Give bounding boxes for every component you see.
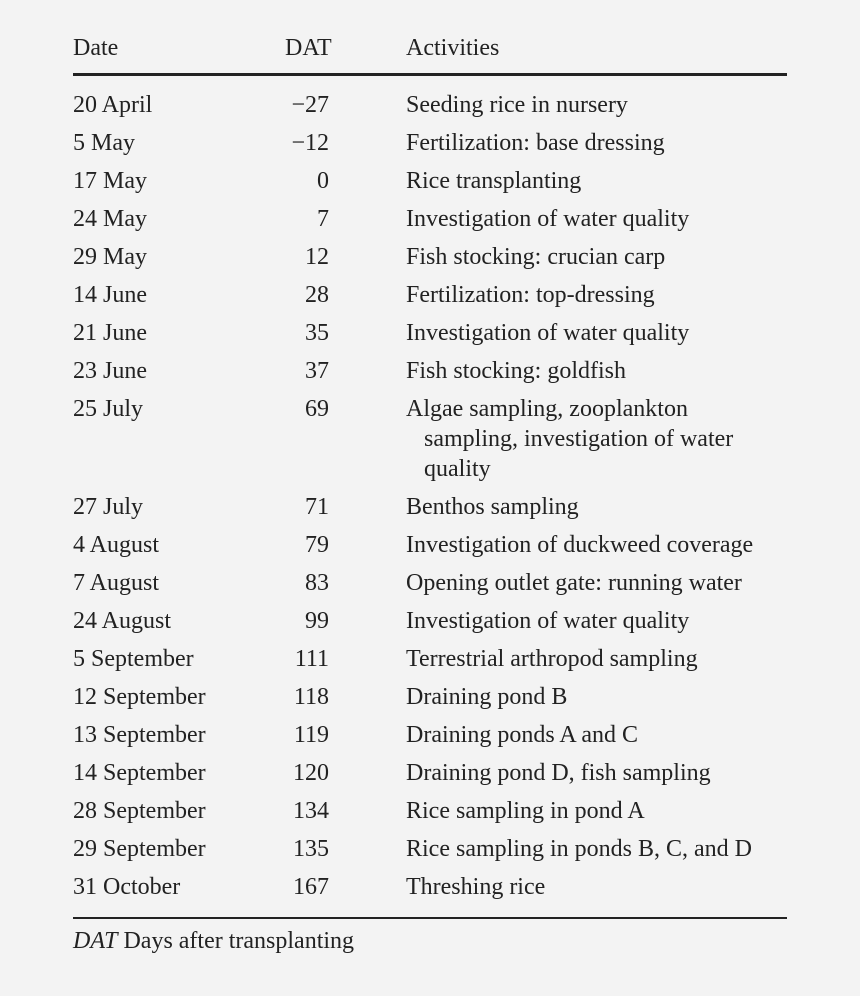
- header-dat: DAT: [285, 35, 332, 61]
- activity-line: Draining pond B: [406, 684, 568, 710]
- cell-dat: 69: [305, 396, 329, 422]
- activity-line: Benthos sampling: [406, 494, 579, 520]
- table-row: [73, 568, 787, 606]
- cell-date: 24 May: [73, 206, 147, 232]
- header-activities: Activities: [406, 35, 500, 61]
- cell-dat: 119: [293, 722, 329, 748]
- cell-activity: [406, 720, 787, 750]
- cell-dat: 79: [305, 532, 329, 558]
- table-row: [73, 280, 787, 318]
- cell-activity: [406, 242, 787, 272]
- activity-line: Rice sampling in pond A: [406, 798, 645, 824]
- table-row: [73, 796, 787, 834]
- table-row: [73, 356, 787, 394]
- cell-activity: [406, 394, 787, 484]
- table-row: [73, 720, 787, 758]
- cell-date: 20 April: [73, 92, 153, 118]
- table-row: [73, 242, 787, 280]
- table-row: [73, 394, 787, 492]
- activity-line: Rice sampling in ponds B, C, and D: [406, 836, 752, 862]
- activity-line: Fertilization: top-dressing: [406, 282, 655, 308]
- table-row: [73, 834, 787, 872]
- cell-date: 23 June: [73, 358, 147, 384]
- cell-dat: 118: [293, 684, 329, 710]
- footnote-text: Days after transplanting: [117, 928, 355, 954]
- cell-date: 25 July: [73, 396, 144, 422]
- activity-line: Investigation of duckweed coverage: [406, 532, 754, 558]
- header-date: Date: [73, 35, 119, 61]
- cell-dat: 12: [305, 244, 329, 270]
- activity-line: Investigation of water quality: [406, 608, 690, 634]
- activity-line: sampling, investigation of water: [424, 426, 734, 452]
- cell-activity: [406, 796, 787, 826]
- table-row: [73, 128, 787, 166]
- activity-line: Fertilization: base dressing: [406, 130, 665, 156]
- cell-activity: [406, 166, 787, 196]
- cell-date: 27 July: [73, 494, 144, 520]
- table-row: [73, 204, 787, 242]
- cell-dat: 135: [293, 836, 329, 862]
- activity-line: quality: [424, 456, 491, 482]
- cell-dat: 28: [305, 282, 329, 308]
- table-row: [73, 872, 787, 910]
- cell-activity: [406, 356, 787, 386]
- cell-dat: −12: [291, 130, 329, 156]
- cell-activity: [406, 606, 787, 636]
- cell-dat: −27: [291, 92, 329, 118]
- cell-dat: 120: [293, 760, 329, 786]
- cell-date: 21 June: [73, 320, 147, 346]
- table-row: [73, 530, 787, 568]
- cell-date: 4 August: [73, 532, 160, 558]
- activity-line: Threshing rice: [406, 874, 546, 900]
- cell-dat: 0: [317, 168, 329, 194]
- cell-dat: 71: [305, 494, 329, 520]
- footnote-abbr: DAT: [73, 928, 118, 954]
- cell-date: 13 September: [73, 722, 206, 748]
- cell-dat: 7: [317, 206, 329, 232]
- cell-date: 14 June: [73, 282, 147, 308]
- cell-activity: [406, 834, 787, 864]
- table-header: [73, 35, 787, 75]
- cell-activity: [406, 204, 787, 234]
- table-footnote: [73, 928, 354, 955]
- table-row: [73, 758, 787, 796]
- cell-activity: [406, 682, 787, 712]
- table-row: [73, 606, 787, 644]
- cell-date: 12 September: [73, 684, 206, 710]
- cell-dat: 99: [305, 608, 329, 634]
- activity-line: Algae sampling, zooplankton: [406, 396, 688, 422]
- cell-activity: [406, 758, 787, 788]
- table-row: [73, 682, 787, 720]
- header-rule: [73, 73, 787, 76]
- cell-date: 24 August: [73, 608, 172, 634]
- cell-activity: [406, 280, 787, 310]
- activity-line: Investigation of water quality: [406, 320, 690, 346]
- cell-date: 29 May: [73, 244, 147, 270]
- table-row: [73, 644, 787, 682]
- activity-line: Fish stocking: crucian carp: [406, 244, 666, 270]
- cell-activity: [406, 90, 787, 120]
- cell-dat: 37: [305, 358, 329, 384]
- activity-line: Rice transplanting: [406, 168, 582, 194]
- cell-dat: 111: [294, 646, 329, 672]
- cell-activity: [406, 568, 787, 598]
- cell-activity: [406, 530, 787, 560]
- cell-activity: [406, 644, 787, 674]
- activity-line: Draining ponds A and C: [406, 722, 638, 748]
- cell-dat: 134: [293, 798, 329, 824]
- cell-activity: [406, 492, 787, 522]
- cell-date: 5 September: [73, 646, 194, 672]
- activity-line: Seeding rice in nursery: [406, 92, 628, 118]
- table-row: [73, 492, 787, 530]
- cell-activity: [406, 872, 787, 902]
- activity-line: Opening outlet gate: running water: [406, 570, 742, 596]
- activity-line: Investigation of water quality: [406, 206, 690, 232]
- table-row: [73, 318, 787, 356]
- cell-activity: [406, 318, 787, 348]
- table-body: [73, 90, 787, 910]
- activity-line: Terrestrial arthropod sampling: [406, 646, 698, 672]
- activity-line: Fish stocking: goldfish: [406, 358, 627, 384]
- bottom-rule: [73, 917, 787, 919]
- cell-date: 29 September: [73, 836, 206, 862]
- table-row: [73, 166, 787, 204]
- cell-dat: 83: [305, 570, 329, 596]
- cell-dat: 35: [305, 320, 329, 346]
- cell-date: 14 September: [73, 760, 206, 786]
- cell-date: 7 August: [73, 570, 160, 596]
- cell-dat: 167: [293, 874, 329, 900]
- cell-date: 5 May: [73, 130, 135, 156]
- cell-date: 31 October: [73, 874, 181, 900]
- cell-date: 17 May: [73, 168, 147, 194]
- cell-activity: [406, 128, 787, 158]
- table-row: [73, 90, 787, 128]
- cell-date: 28 September: [73, 798, 206, 824]
- activity-line: Draining pond D, fish sampling: [406, 760, 711, 786]
